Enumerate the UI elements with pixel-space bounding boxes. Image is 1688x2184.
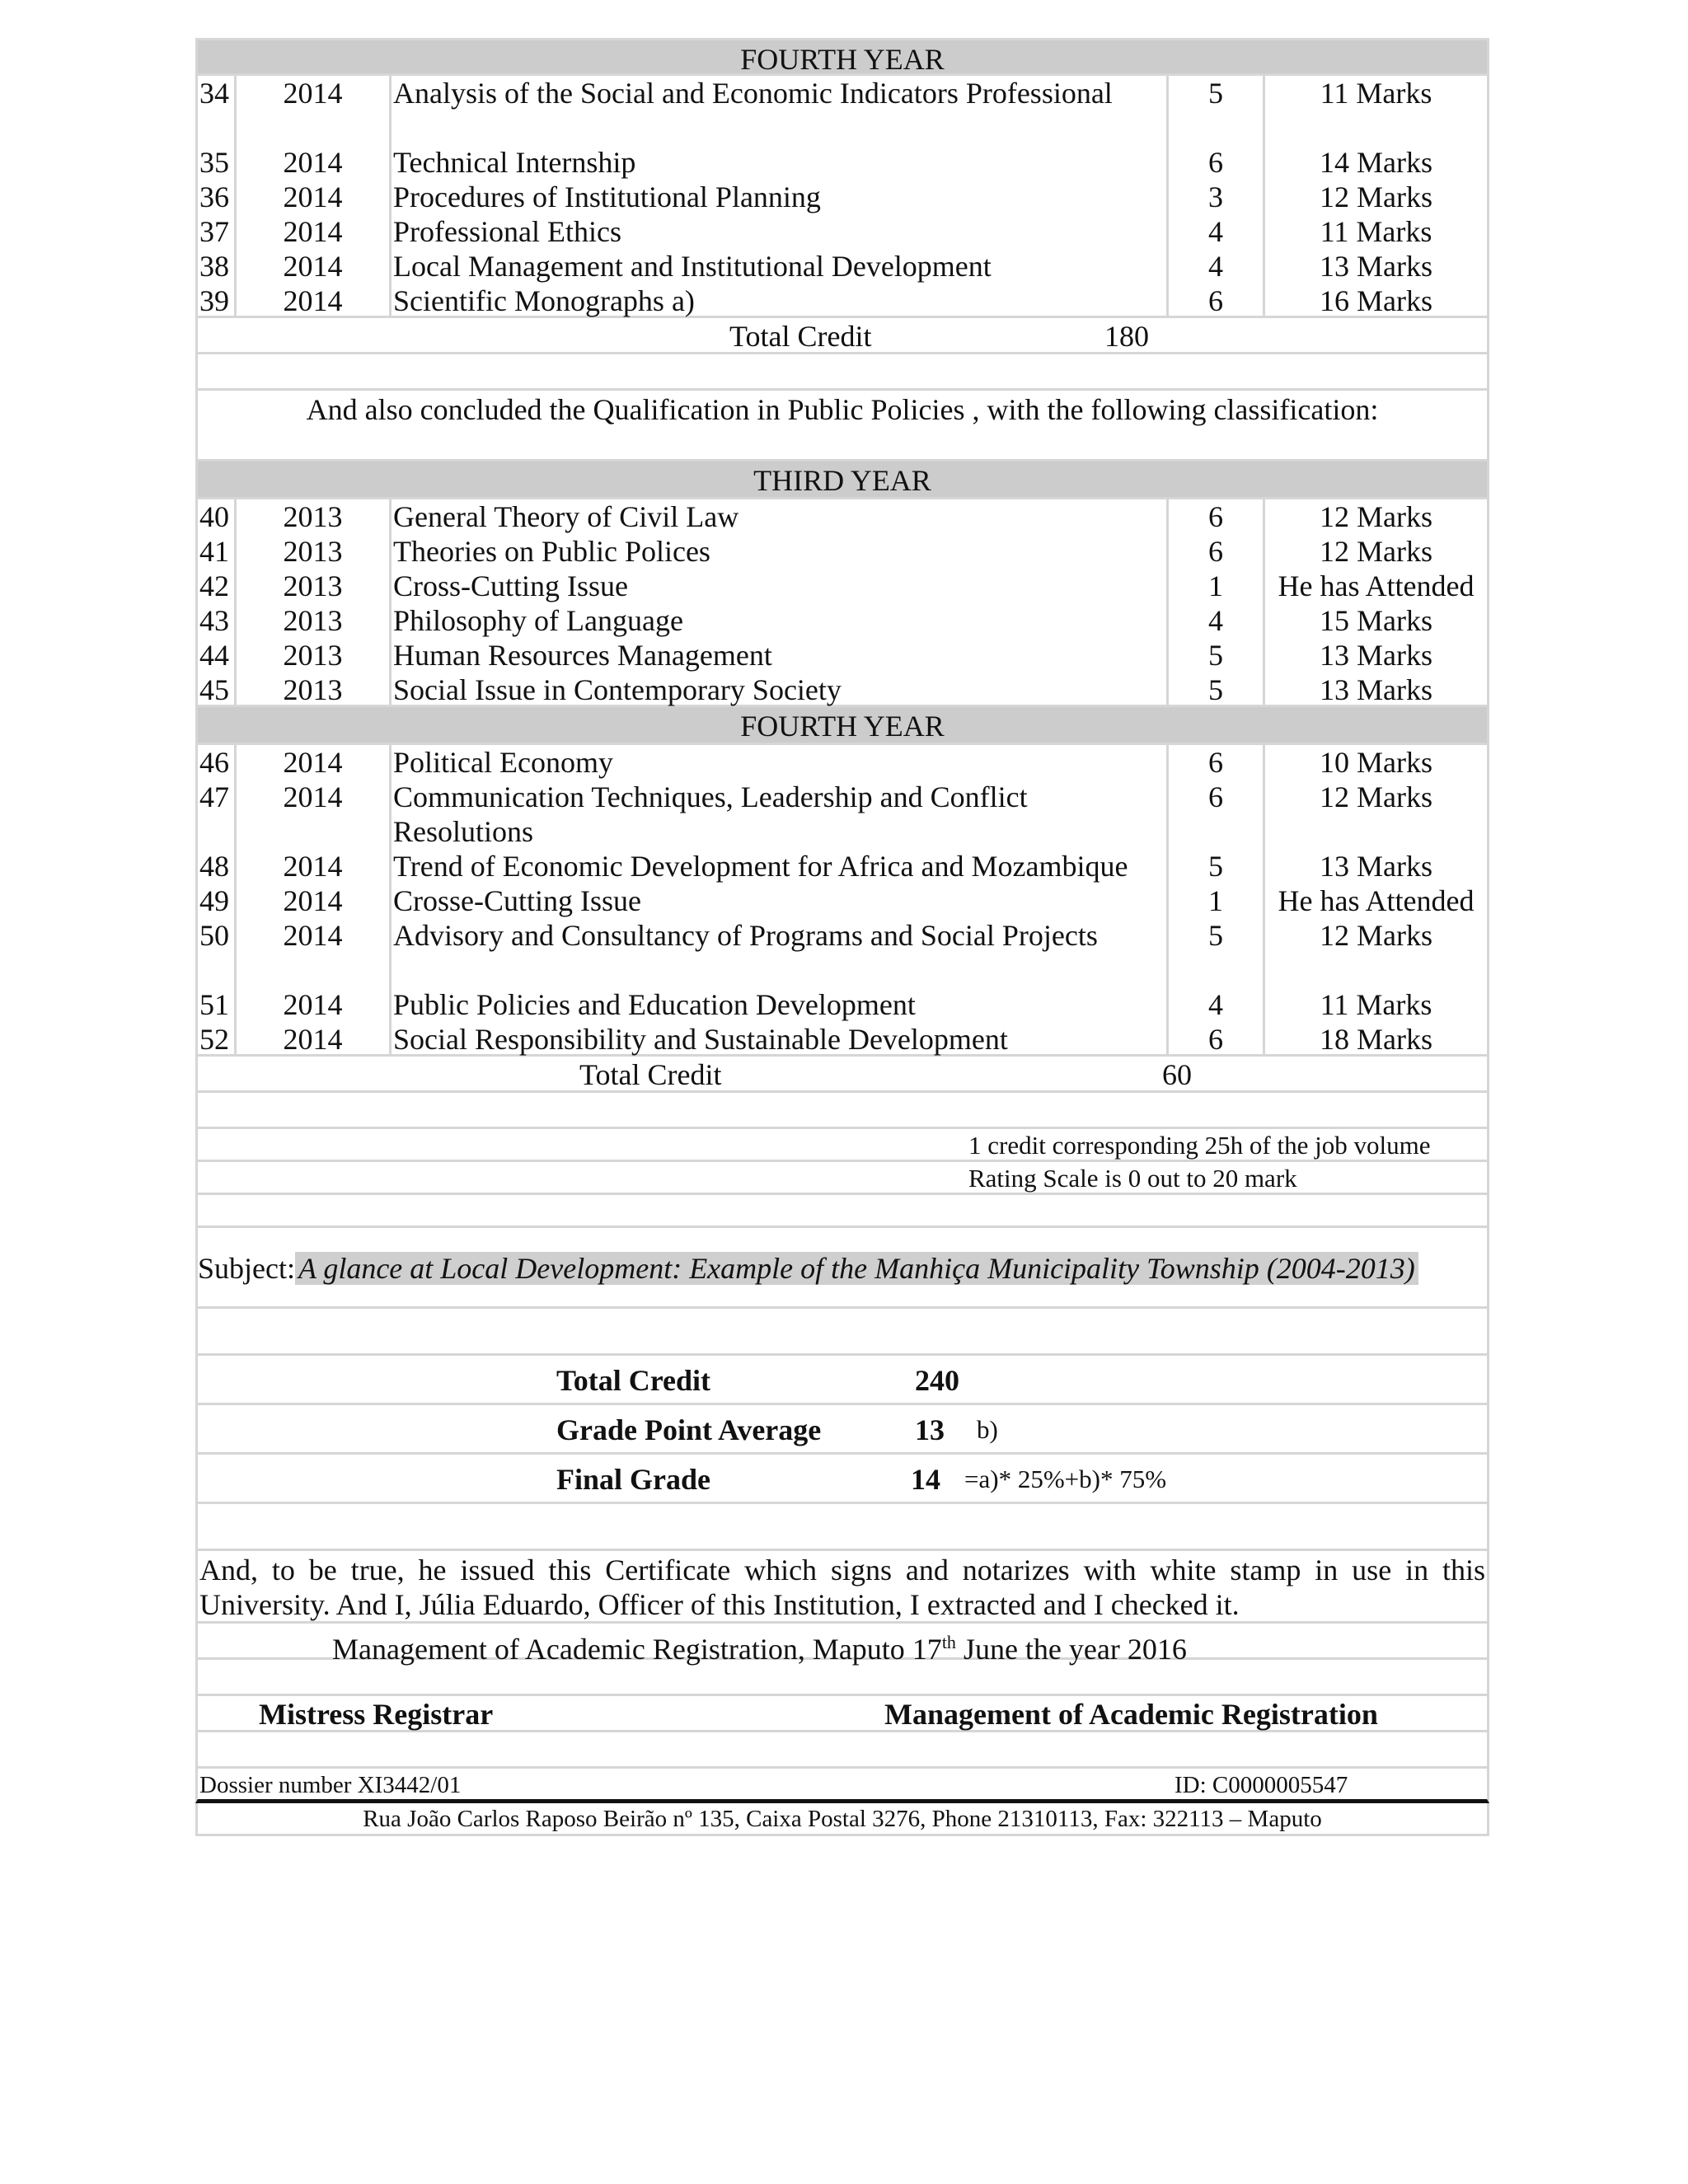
course-credits: 1 xyxy=(1169,883,1265,918)
final-grade-value: 14 xyxy=(911,1463,940,1496)
gpa-value: 13 xyxy=(915,1413,945,1446)
subject-label: Subject: xyxy=(198,1252,295,1285)
course-year: 2014 xyxy=(237,918,392,987)
course-credits: 5 xyxy=(1169,918,1265,987)
address-row xyxy=(195,1803,1489,1836)
gpa-note: b) xyxy=(977,1415,998,1444)
course-credits: 4 xyxy=(1169,987,1265,1022)
gpa-label: Grade Point Average xyxy=(556,1413,822,1446)
course-number: 36 xyxy=(198,180,237,214)
place-date-sup: th xyxy=(941,1632,956,1652)
course-mark: 14 Marks xyxy=(1320,146,1432,179)
total-credit-value: 180 xyxy=(1104,320,1149,353)
course-number: 39 xyxy=(198,284,237,316)
total-credit-value: 60 xyxy=(1162,1058,1192,1091)
total-credit-row xyxy=(195,318,1489,354)
course-year: 2013 xyxy=(237,534,392,569)
course-subject: Theories on Public Polices xyxy=(392,534,1169,569)
course-credits: 4 xyxy=(1169,214,1265,249)
course-mark: 12 Marks xyxy=(1320,780,1432,813)
summary-total-credit-label: Total Credit xyxy=(556,1364,711,1397)
transcript-document xyxy=(195,38,1489,1836)
course-row xyxy=(195,638,1489,673)
course-number: 35 xyxy=(198,145,237,180)
course-row xyxy=(195,284,1489,318)
id-number: ID: C0000005547 xyxy=(1175,1772,1348,1798)
course-number: 44 xyxy=(198,638,237,673)
final-grade-label: Final Grade xyxy=(556,1463,710,1496)
course-row xyxy=(195,745,1489,780)
course-row xyxy=(195,603,1489,638)
course-number: 34 xyxy=(198,76,237,145)
course-credits: 1 xyxy=(1169,569,1265,603)
course-number: 51 xyxy=(198,987,237,1022)
final-grade-note: =a)* 25%+b)* 75% xyxy=(964,1465,1167,1493)
summary-final-grade-row xyxy=(195,1455,1489,1504)
course-row xyxy=(195,780,1489,849)
course-credits: 6 xyxy=(1169,145,1265,180)
course-mark: 11 Marks xyxy=(1320,988,1432,1021)
dossier-row xyxy=(195,1769,1489,1803)
total-credit-label: Total Credit xyxy=(729,320,872,353)
course-credits: 6 xyxy=(1169,499,1265,534)
course-table-fourth-year xyxy=(195,76,1489,318)
course-row xyxy=(195,1022,1489,1057)
course-mark: 11 Marks xyxy=(1320,77,1432,110)
course-year: 2014 xyxy=(237,145,392,180)
course-number: 48 xyxy=(198,849,237,883)
course-row xyxy=(195,918,1489,987)
course-year: 2014 xyxy=(237,180,392,214)
summary-total-credit-row xyxy=(195,1356,1489,1405)
course-mark: 12 Marks xyxy=(1320,535,1432,568)
course-year: 2014 xyxy=(237,849,392,883)
total-credit-row-2 xyxy=(195,1057,1489,1093)
course-credits: 5 xyxy=(1169,638,1265,673)
credit-note: 1 credit corresponding 25h of the job volume xyxy=(968,1131,1431,1160)
course-mark: 12 Marks xyxy=(1320,500,1432,533)
course-row xyxy=(195,499,1489,534)
course-number: 45 xyxy=(198,673,237,705)
course-row xyxy=(195,76,1489,145)
place-date-suffix: June the year 2016 xyxy=(955,1633,1187,1666)
course-credits: 5 xyxy=(1169,849,1265,883)
course-subject: Political Economy xyxy=(392,745,1169,780)
blank-row xyxy=(195,1660,1489,1696)
section-header-fourth-year-2: FOURTH YEAR xyxy=(195,707,1489,745)
course-year: 2014 xyxy=(237,1022,392,1054)
course-credits: 5 xyxy=(1169,76,1265,145)
qualification-row xyxy=(195,391,1489,462)
blank-row xyxy=(195,1309,1489,1356)
course-subject: Communication Techniques, Leadership and Conflict Resolutions xyxy=(392,780,1169,849)
footer-address: Rua João Carlos Raposo Beirão nº 135, Caixa Postal 3276, Phone 21310113, Fax: 322113 – Maputo xyxy=(363,1806,1322,1832)
course-year: 2013 xyxy=(237,638,392,673)
dossier-number: Dossier number XI3442/01 xyxy=(199,1772,462,1798)
course-year: 2014 xyxy=(237,780,392,849)
course-number: 41 xyxy=(198,534,237,569)
course-row xyxy=(195,849,1489,883)
course-number: 50 xyxy=(198,918,237,987)
course-subject: Analysis of the Social and Economic Indicators Professional xyxy=(392,76,1169,145)
course-number: 52 xyxy=(198,1022,237,1054)
total-credit-label: Total Credit xyxy=(579,1058,722,1091)
course-subject: Technical Internship xyxy=(392,145,1169,180)
scale-note: Rating Scale is 0 out to 20 mark xyxy=(968,1164,1297,1193)
place-date-prefix: Management of Academic Registration, Maputo 17 xyxy=(332,1633,942,1666)
course-number: 40 xyxy=(198,499,237,534)
section-header-third-year: THIRD YEAR xyxy=(195,462,1489,499)
course-mark: He has Attended xyxy=(1278,884,1475,917)
course-year: 2014 xyxy=(237,883,392,918)
course-credits: 5 xyxy=(1169,673,1265,705)
course-credits: 6 xyxy=(1169,745,1265,780)
course-credits: 3 xyxy=(1169,180,1265,214)
course-row xyxy=(195,214,1489,249)
course-subject: Local Management and Institutional Development xyxy=(392,249,1169,284)
course-number: 47 xyxy=(198,780,237,849)
course-subject: Human Resources Management xyxy=(392,638,1169,673)
course-credits: 4 xyxy=(1169,603,1265,638)
course-table-third-year xyxy=(195,499,1489,707)
course-year: 2014 xyxy=(237,284,392,316)
course-mark: 15 Marks xyxy=(1320,604,1432,637)
course-year: 2014 xyxy=(237,249,392,284)
course-mark: 13 Marks xyxy=(1320,850,1432,883)
course-mark: 10 Marks xyxy=(1320,746,1432,779)
certificate-text: And, to be true, he issued this Certificate which signs and notarizes with white stamp in use in this University. And I, Júlia Eduardo, Officer of this Institution, I extracted and I checked it. xyxy=(195,1551,1489,1624)
course-credits: 6 xyxy=(1169,284,1265,316)
course-mark: 13 Marks xyxy=(1320,673,1432,706)
course-year: 2014 xyxy=(237,987,392,1022)
blank-row xyxy=(195,1093,1489,1129)
subject-row xyxy=(195,1228,1489,1309)
course-year: 2014 xyxy=(237,745,392,780)
course-row xyxy=(195,145,1489,180)
course-mark: 13 Marks xyxy=(1320,639,1432,672)
course-mark: 13 Marks xyxy=(1320,250,1432,283)
blank-row xyxy=(195,1195,1489,1228)
course-subject: Crosse-Cutting Issue xyxy=(392,883,1169,918)
course-mark: He has Attended xyxy=(1278,569,1475,602)
course-year: 2013 xyxy=(237,603,392,638)
course-subject: Scientific Monographs a) xyxy=(392,284,1169,316)
course-row xyxy=(195,534,1489,569)
course-mark: 12 Marks xyxy=(1320,180,1432,213)
course-mark: 12 Marks xyxy=(1320,919,1432,952)
course-mark: 11 Marks xyxy=(1320,215,1432,248)
scale-note-row xyxy=(195,1162,1489,1195)
course-subject: Social Responsibility and Sustainable Development xyxy=(392,1022,1169,1054)
course-number: 49 xyxy=(198,883,237,918)
course-row xyxy=(195,180,1489,214)
course-credits: 6 xyxy=(1169,534,1265,569)
blank-row xyxy=(195,1732,1489,1769)
course-subject: Philosophy of Language xyxy=(392,603,1169,638)
signature-right: Management of Academic Registration xyxy=(884,1698,1378,1731)
summary-gpa-row xyxy=(195,1405,1489,1455)
course-number: 42 xyxy=(198,569,237,603)
course-row xyxy=(195,883,1489,918)
blank-row xyxy=(195,354,1489,391)
course-subject: Procedures of Institutional Planning xyxy=(392,180,1169,214)
course-row xyxy=(195,673,1489,707)
course-subject: Trend of Economic Development for Africa and Mozambique xyxy=(392,849,1169,883)
course-year: 2013 xyxy=(237,569,392,603)
course-number: 37 xyxy=(198,214,237,249)
course-credits: 6 xyxy=(1169,1022,1265,1054)
signature-row xyxy=(195,1696,1489,1732)
course-row xyxy=(195,249,1489,284)
credit-note-row xyxy=(195,1129,1489,1162)
signature-left: Mistress Registrar xyxy=(259,1698,494,1731)
course-credits: 6 xyxy=(1169,780,1265,849)
qualification-text: And also concluded the Qualification in Public Policies , with the following classification: xyxy=(306,393,1379,426)
course-year: 2014 xyxy=(237,76,392,145)
course-subject: Public Policies and Education Development xyxy=(392,987,1169,1022)
course-mark: 16 Marks xyxy=(1320,284,1432,317)
course-subject: Cross-Cutting Issue xyxy=(392,569,1169,603)
course-credits: 4 xyxy=(1169,249,1265,284)
course-number: 38 xyxy=(198,249,237,284)
blank-row xyxy=(195,1504,1489,1551)
section-header-fourth-year: FOURTH YEAR xyxy=(195,38,1489,76)
course-year: 2013 xyxy=(237,499,392,534)
summary-total-credit-value: 240 xyxy=(915,1364,959,1397)
course-number: 43 xyxy=(198,603,237,638)
course-subject: Advisory and Consultancy of Programs and Social Projects xyxy=(392,918,1169,987)
course-subject: Professional Ethics xyxy=(392,214,1169,249)
course-mark: 18 Marks xyxy=(1320,1023,1432,1056)
subject-title: A glance at Local Development: Example of the Manhiça Municipality Township (2004-2013) xyxy=(295,1252,1418,1285)
course-year: 2013 xyxy=(237,673,392,705)
course-table-fourth-year-2 xyxy=(195,745,1489,1057)
course-year: 2014 xyxy=(237,214,392,249)
course-row xyxy=(195,569,1489,603)
course-subject: General Theory of Civil Law xyxy=(392,499,1169,534)
place-date-row xyxy=(195,1624,1489,1666)
course-number: 46 xyxy=(198,745,237,780)
course-row xyxy=(195,987,1489,1022)
course-subject: Social Issue in Contemporary Society xyxy=(392,673,1169,705)
